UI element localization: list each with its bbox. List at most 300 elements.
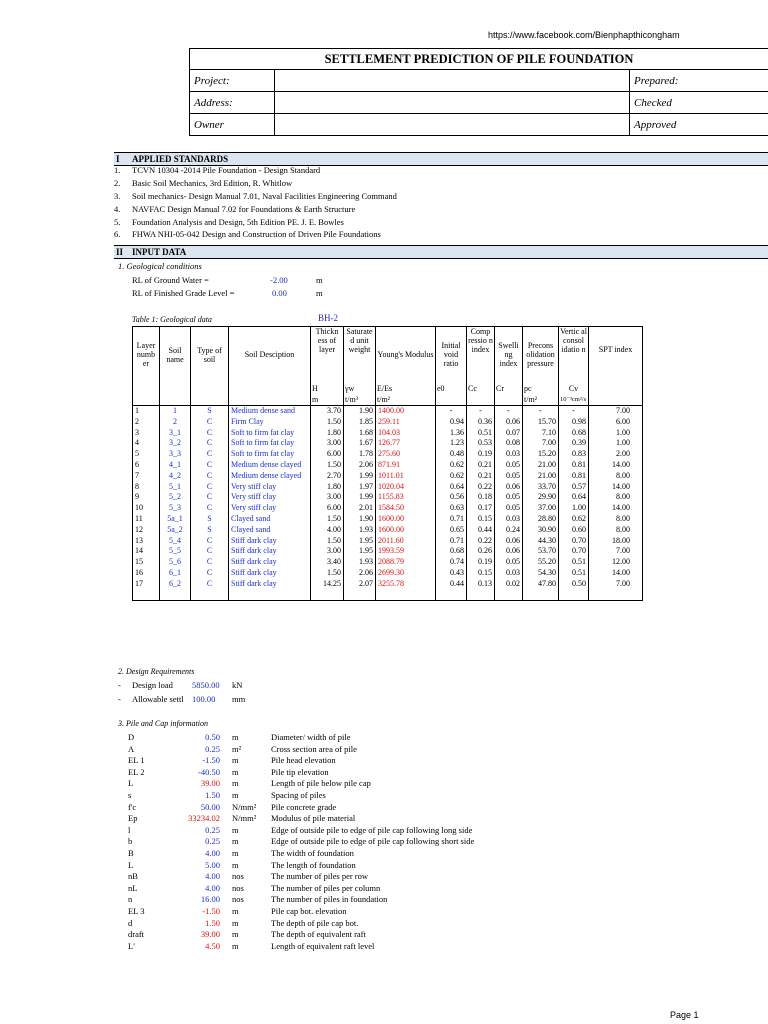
table-cell: Soft to firm fat clay bbox=[229, 428, 311, 439]
table-cell: 0.05 bbox=[495, 460, 523, 471]
table-cell: 275.60 bbox=[376, 449, 436, 460]
table-cell: 2011.60 bbox=[376, 536, 436, 547]
table-cell: 0.71 bbox=[436, 536, 467, 547]
table-row bbox=[133, 460, 643, 471]
table-cell: 0.13 bbox=[467, 579, 495, 600]
finished-grade-label: RL of Finished Grade Level = bbox=[132, 288, 235, 298]
param-unit: m bbox=[232, 766, 239, 777]
table-cell: 0.21 bbox=[467, 471, 495, 482]
table-cell: C bbox=[191, 460, 229, 471]
table-cell: Medium dense clayed bbox=[229, 460, 311, 471]
table-cell: 14.00 bbox=[589, 568, 643, 579]
col-header: Thickn ess of layer bbox=[311, 327, 344, 383]
unit-cell: t/m³ bbox=[344, 395, 376, 406]
col-header: Precons olidation pressure bbox=[523, 327, 559, 383]
table-cell: 8 bbox=[133, 482, 160, 493]
table-cell: 0.60 bbox=[559, 525, 589, 536]
table-cell: C bbox=[191, 438, 229, 449]
section-input-data bbox=[114, 245, 768, 259]
col-header: Soil name bbox=[160, 327, 191, 383]
unit-cell: t/m² bbox=[523, 395, 559, 406]
table-cell: 0.68 bbox=[436, 546, 467, 557]
param-value[interactable]: 4.00 bbox=[205, 871, 220, 882]
param-symbol: nB bbox=[128, 871, 138, 882]
param-symbol: L bbox=[128, 859, 134, 870]
param-value[interactable]: 0.25 bbox=[205, 743, 220, 754]
param-symbol: n bbox=[128, 894, 133, 905]
param-value[interactable]: -1.50 bbox=[202, 906, 220, 916]
table-cell: 11 bbox=[133, 514, 160, 525]
param-symbol: b bbox=[128, 836, 133, 847]
design-load-value[interactable]: 5850.00 bbox=[192, 680, 220, 690]
table-cell: 0.68 bbox=[559, 428, 589, 439]
table-cell: 871.91 bbox=[376, 460, 436, 471]
table-cell: 28.80 bbox=[523, 514, 559, 525]
table-cell: 0.74 bbox=[436, 557, 467, 568]
table-cell: 14.00 bbox=[589, 503, 643, 514]
table-cell: 3 bbox=[133, 428, 160, 439]
section-title: APPLIED STANDARDS bbox=[132, 154, 229, 164]
table-cell: 2.07 bbox=[344, 579, 376, 600]
table-cell: 3_1 bbox=[160, 428, 191, 439]
symbol-cell bbox=[160, 383, 191, 395]
table-cell: 2.01 bbox=[344, 503, 376, 514]
param-value[interactable]: 0.50 bbox=[205, 732, 220, 742]
table-cell: 1.99 bbox=[344, 471, 376, 482]
param-symbol: d bbox=[128, 917, 133, 928]
list-item bbox=[128, 802, 648, 813]
param-description: Modulus of pile material bbox=[271, 813, 356, 824]
param-value[interactable]: 0.25 bbox=[205, 836, 220, 847]
table-cell: 1.80 bbox=[311, 428, 344, 439]
col-header: Soil Desciption bbox=[229, 327, 311, 383]
bullet: - bbox=[118, 694, 121, 704]
table-cell: 3_2 bbox=[160, 438, 191, 449]
param-value[interactable]: 0.25 bbox=[205, 824, 220, 835]
table-cell: 0.06 bbox=[495, 417, 523, 428]
table-cell: 0.51 bbox=[467, 428, 495, 439]
allowable-settl-label: Allowable settl bbox=[132, 694, 184, 704]
table-cell: 0.03 bbox=[495, 514, 523, 525]
param-unit: nos bbox=[232, 871, 244, 882]
table-cell: Stiff dark clay bbox=[229, 536, 311, 547]
design-load-label: Design load bbox=[132, 680, 173, 690]
param-symbol: L bbox=[128, 778, 134, 789]
table-cell: 8.00 bbox=[589, 471, 643, 482]
table-cell: 1.95 bbox=[344, 546, 376, 557]
table-cell: 0.19 bbox=[467, 557, 495, 568]
table-cell: 2088.79 bbox=[376, 557, 436, 568]
geological-table-body bbox=[133, 406, 643, 601]
finished-grade-value[interactable]: 0.00 bbox=[272, 288, 287, 298]
param-unit: m bbox=[232, 940, 239, 951]
list-item bbox=[128, 871, 648, 882]
unit-cell bbox=[467, 395, 495, 406]
pile-heading: 3. Pile and Cap information bbox=[118, 719, 208, 728]
table-cell: 1.99 bbox=[344, 492, 376, 503]
param-unit: N/mm² bbox=[232, 801, 257, 812]
param-symbol: L' bbox=[128, 940, 135, 951]
table-cell: 0.15 bbox=[467, 568, 495, 579]
table-cell: 0.08 bbox=[495, 438, 523, 449]
table-cell: 1.95 bbox=[344, 536, 376, 547]
approved-label: Approved bbox=[630, 114, 768, 136]
table-cell: C bbox=[191, 503, 229, 514]
table-cell: 55.20 bbox=[523, 557, 559, 568]
address-label: Address: bbox=[190, 92, 275, 114]
table-cell: 3255.78 bbox=[376, 579, 436, 600]
pile-cap-list bbox=[128, 732, 648, 962]
unit-cell bbox=[160, 395, 191, 406]
table-cell: 5 bbox=[133, 449, 160, 460]
table-cell: 0.98 bbox=[559, 417, 589, 428]
table-cell: 0.51 bbox=[559, 557, 589, 568]
table-cell: 0.81 bbox=[559, 460, 589, 471]
list-item bbox=[128, 790, 648, 801]
table-cell: C bbox=[191, 568, 229, 579]
param-description: Cross section area of pile bbox=[271, 743, 357, 754]
table-cell: 4.00 bbox=[311, 525, 344, 536]
table-cell: 259.11 bbox=[376, 417, 436, 428]
table-cell: C bbox=[191, 449, 229, 460]
param-description: Spacing of piles bbox=[271, 790, 326, 800]
list-item bbox=[128, 755, 648, 766]
param-description: Pile cap bot. elevation bbox=[271, 906, 347, 916]
symbol-cell bbox=[229, 383, 311, 395]
table-cell: 1993.59 bbox=[376, 546, 436, 557]
table-cell: 2 bbox=[133, 417, 160, 428]
param-value[interactable]: 4.00 bbox=[205, 848, 220, 858]
table-cell: 7.00 bbox=[589, 579, 643, 600]
list-item bbox=[128, 848, 648, 859]
owner-field[interactable] bbox=[275, 114, 630, 136]
table-cell: 8.00 bbox=[589, 514, 643, 525]
table-cell: 2.00 bbox=[589, 449, 643, 460]
param-unit: m bbox=[232, 755, 239, 766]
table-cell: 1600.00 bbox=[376, 514, 436, 525]
table-cell: 3.00 bbox=[311, 546, 344, 557]
checked-label: Checked bbox=[630, 92, 768, 114]
table-cell: 4_1 bbox=[160, 460, 191, 471]
col-header: Type of soil bbox=[191, 327, 229, 383]
table-cell: 14 bbox=[133, 546, 160, 557]
table-row bbox=[133, 471, 643, 482]
param-description: Pile tip elevation bbox=[271, 766, 329, 777]
section-number: I bbox=[116, 154, 120, 164]
source-url[interactable]: https://www.facebook.com/Bienphapthicongham bbox=[488, 30, 680, 40]
table-cell: C bbox=[191, 546, 229, 557]
table-cell: 0.62 bbox=[436, 471, 467, 482]
table-cell: Medium dense sand bbox=[229, 406, 311, 417]
table-row bbox=[133, 536, 643, 547]
symbol-cell: Cr bbox=[495, 383, 523, 395]
ground-water-label: RL of Ground Water = bbox=[132, 275, 209, 285]
param-description: The depth of equivalent raft bbox=[271, 929, 366, 940]
table-cell: 18.00 bbox=[589, 536, 643, 547]
table-row bbox=[133, 503, 643, 514]
table-cell: 7.00 bbox=[589, 546, 643, 557]
table-cell: 14.25 bbox=[311, 579, 344, 600]
list-item bbox=[128, 929, 648, 940]
param-symbol: l bbox=[128, 824, 131, 835]
list-item bbox=[128, 941, 648, 952]
table-cell: 4_2 bbox=[160, 471, 191, 482]
param-value[interactable]: 1.50 bbox=[205, 790, 220, 800]
table-cell: Stiff dark clay bbox=[229, 557, 311, 568]
table-cell: 0.05 bbox=[495, 557, 523, 568]
table-cell: Soft to firm fat clay bbox=[229, 438, 311, 449]
standards-list: 1. TCVN 10304 -2014 Pile Foundation - Design Standard 2. Basic Soil Mechanics, 3rd Edition, R. Whitlow 3. Soil mechanics- Design Manual 7.01, Naval Facilities Engineering Command 4. NAVFAC Design Manual 7.02 for Foundations & Earth Structure 5. Foundation Analysis and Design, 5th Edition PE. J. E. Bowles 6. FHWA NHI-05-042 Design and Construction of Driven Pile Foundations bbox=[114, 165, 397, 239]
table-cell: 0.70 bbox=[559, 536, 589, 547]
allowable-settl-value[interactable]: 100.00 bbox=[192, 694, 216, 704]
table-row bbox=[133, 449, 643, 460]
table-cell: 33.70 bbox=[523, 482, 559, 493]
table-cell: - bbox=[559, 406, 589, 417]
table-row bbox=[133, 525, 643, 536]
table-cell: 29.90 bbox=[523, 492, 559, 503]
col-header: Saturate d unit weight bbox=[344, 327, 376, 383]
table-row bbox=[133, 417, 643, 428]
col-header: Vertic al consol idatio n bbox=[559, 327, 589, 383]
col-header: Layer numb er bbox=[133, 327, 160, 383]
table-cell: 1.36 bbox=[436, 428, 467, 439]
param-unit: m bbox=[232, 929, 239, 940]
list-item bbox=[128, 906, 648, 917]
table-cell: 1.68 bbox=[344, 428, 376, 439]
table-cell: 1.85 bbox=[344, 417, 376, 428]
table-cell: Soft to firm fat clay bbox=[229, 449, 311, 460]
table-cell: 1.00 bbox=[589, 428, 643, 439]
param-unit: m bbox=[232, 859, 239, 870]
symbol-cell: E/Es bbox=[376, 383, 436, 395]
param-value[interactable]: 33234.02 bbox=[188, 813, 220, 824]
table-cell: Very stiff clay bbox=[229, 492, 311, 503]
param-description: Length of pile below pile cap bbox=[271, 778, 371, 789]
table-cell: 0.70 bbox=[559, 546, 589, 557]
table-cell: 0.62 bbox=[436, 460, 467, 471]
table-cell: 15 bbox=[133, 557, 160, 568]
table-cell: 1.80 bbox=[311, 482, 344, 493]
table-cell: 5_3 bbox=[160, 503, 191, 514]
list-item bbox=[128, 894, 648, 905]
allowable-settl-unit: mm bbox=[232, 694, 246, 704]
table-cell: 5_1 bbox=[160, 482, 191, 493]
table-cell: C bbox=[191, 471, 229, 482]
table-cell: Clayed sand bbox=[229, 525, 311, 536]
table-cell: 0.71 bbox=[436, 514, 467, 525]
owner-label: Owner bbox=[190, 114, 275, 136]
table-cell: 1.50 bbox=[311, 514, 344, 525]
symbol-cell bbox=[133, 383, 160, 395]
table-row bbox=[133, 568, 643, 579]
table-cell: 0.39 bbox=[559, 438, 589, 449]
table-cell: 0.07 bbox=[495, 428, 523, 439]
list-item bbox=[128, 744, 648, 755]
table-cell: 15.20 bbox=[523, 449, 559, 460]
table-cell: Stiff dark clay bbox=[229, 568, 311, 579]
param-value[interactable]: 5.00 bbox=[205, 859, 220, 870]
table-cell: 16 bbox=[133, 568, 160, 579]
table-cell: 1.93 bbox=[344, 525, 376, 536]
param-value[interactable]: -40.50 bbox=[198, 766, 220, 777]
symbol-cell bbox=[191, 383, 229, 395]
table-cell: Stiff dark clay bbox=[229, 546, 311, 557]
table-cell: S bbox=[191, 406, 229, 417]
table-caption: Table 1: Geological data bbox=[132, 315, 212, 324]
table-cell: 37.00 bbox=[523, 503, 559, 514]
param-symbol: Ep bbox=[128, 813, 138, 824]
table-cell: 10 bbox=[133, 503, 160, 514]
param-description: Pile concrete grade bbox=[271, 801, 337, 812]
design-heading: 2. Design Requirements bbox=[118, 667, 195, 676]
table-cell: 1.50 bbox=[311, 536, 344, 547]
table-cell: C bbox=[191, 492, 229, 503]
symbol-cell bbox=[589, 383, 643, 395]
project-field[interactable] bbox=[275, 70, 630, 92]
geological-table bbox=[132, 326, 643, 601]
table-cell: 5a_1 bbox=[160, 514, 191, 525]
table-cell: 0.36 bbox=[467, 417, 495, 428]
table-row bbox=[133, 406, 643, 417]
list-item bbox=[128, 767, 648, 778]
param-value[interactable]: 16.00 bbox=[200, 894, 220, 905]
table-cell: 104.03 bbox=[376, 428, 436, 439]
table-cell: 1.00 bbox=[559, 503, 589, 514]
symbol-cell: Cc bbox=[467, 383, 495, 395]
table-row bbox=[133, 482, 643, 493]
param-value[interactable]: 4.50 bbox=[205, 940, 220, 951]
param-description: The width of foundation bbox=[271, 848, 354, 858]
design-load-unit: kN bbox=[232, 680, 243, 690]
table-cell: 1 bbox=[160, 406, 191, 417]
table-cell: 6_2 bbox=[160, 579, 191, 600]
symbol-cell: Cv bbox=[559, 383, 589, 395]
symbol-cell: H bbox=[311, 383, 344, 395]
table-cell: 15.70 bbox=[523, 417, 559, 428]
table-cell: C bbox=[191, 557, 229, 568]
param-description: The number of piles per column bbox=[271, 882, 381, 893]
table-cell: 1155.83 bbox=[376, 492, 436, 503]
table-cell: 14.00 bbox=[589, 482, 643, 493]
table-cell: C bbox=[191, 482, 229, 493]
unit-cell bbox=[191, 395, 229, 406]
param-unit: m bbox=[232, 836, 239, 847]
table-cell: 1.67 bbox=[344, 438, 376, 449]
table-cell: 8.00 bbox=[589, 525, 643, 536]
param-value[interactable]: 50.00 bbox=[200, 801, 220, 812]
table-cell: Clayed sand bbox=[229, 514, 311, 525]
table-cell: 0.22 bbox=[467, 482, 495, 493]
ground-water-value[interactable]: -2.00 bbox=[270, 275, 288, 285]
table-cell: 0.56 bbox=[436, 492, 467, 503]
param-description: Diameter/ width of pile bbox=[271, 732, 351, 742]
table-cell: 0.24 bbox=[495, 525, 523, 536]
table-cell: 0.15 bbox=[467, 514, 495, 525]
param-value[interactable]: 39.00 bbox=[200, 929, 220, 940]
table-cell: 0.06 bbox=[495, 546, 523, 557]
table-cell: 1.78 bbox=[344, 449, 376, 460]
table-cell: 2 bbox=[160, 417, 191, 428]
table-cell: S bbox=[191, 525, 229, 536]
borehole-label: BH-2 bbox=[318, 313, 338, 323]
table-cell: 47.80 bbox=[523, 579, 559, 600]
list-item bbox=[128, 883, 648, 894]
unit-cell bbox=[436, 395, 467, 406]
param-description: Edge of outside pile to edge of pile cap following long side bbox=[271, 824, 473, 835]
table-cell: 2.06 bbox=[344, 460, 376, 471]
table-cell: 0.03 bbox=[495, 449, 523, 460]
table-cell: 0.53 bbox=[467, 438, 495, 449]
table-cell: 0.03 bbox=[495, 568, 523, 579]
table-cell: 14.00 bbox=[589, 460, 643, 471]
list-item bbox=[128, 778, 648, 789]
table-cell: 0.21 bbox=[467, 460, 495, 471]
table-cell: 1.93 bbox=[344, 557, 376, 568]
param-description: Edge of outside pile to edge of pile cap following short side bbox=[271, 836, 475, 847]
unit-cell bbox=[495, 395, 523, 406]
table-cell: 0.64 bbox=[559, 492, 589, 503]
table-cell: 12.00 bbox=[589, 557, 643, 568]
param-value[interactable]: 39.00 bbox=[200, 778, 220, 789]
table-cell: 5_6 bbox=[160, 557, 191, 568]
table-cell: 0.18 bbox=[467, 492, 495, 503]
table-cell: 1600.00 bbox=[376, 525, 436, 536]
param-value[interactable]: -1.50 bbox=[202, 755, 220, 766]
param-symbol: nL bbox=[128, 882, 138, 893]
table-cell: 1.90 bbox=[344, 406, 376, 417]
table-cell: 0.05 bbox=[495, 471, 523, 482]
table-row bbox=[133, 557, 643, 568]
param-unit: m bbox=[232, 848, 239, 858]
table-cell: 6 bbox=[133, 460, 160, 471]
table-cell: 0.44 bbox=[467, 525, 495, 536]
param-value[interactable]: 4.00 bbox=[205, 882, 220, 893]
param-value[interactable]: 1.50 bbox=[205, 917, 220, 928]
bullet: - bbox=[118, 680, 121, 690]
table-cell: 7.00 bbox=[523, 438, 559, 449]
table-cell: 0.44 bbox=[436, 579, 467, 600]
list-item bbox=[128, 813, 648, 824]
table-cell: 1011.01 bbox=[376, 471, 436, 482]
table-cell: 1400.00 bbox=[376, 406, 436, 417]
table-cell: 12 bbox=[133, 525, 160, 536]
table-cell: 0.94 bbox=[436, 417, 467, 428]
symbol-cell: e0 bbox=[436, 383, 467, 395]
prepared-label: Prepared: bbox=[630, 70, 768, 92]
table-row bbox=[133, 438, 643, 449]
page-title: SETTLEMENT PREDICTION OF PILE FOUNDATION bbox=[190, 49, 768, 70]
col-header: Initial void ratio bbox=[436, 327, 467, 383]
table-cell: 0.81 bbox=[559, 471, 589, 482]
table-cell: 7 bbox=[133, 471, 160, 482]
param-symbol: s bbox=[128, 790, 132, 800]
param-description: Pile head elevation bbox=[271, 755, 336, 766]
table-cell: 1.90 bbox=[344, 514, 376, 525]
table-cell: Medium dense clayed bbox=[229, 471, 311, 482]
table-cell: 0.05 bbox=[495, 492, 523, 503]
table-cell: - bbox=[523, 406, 559, 417]
address-field[interactable] bbox=[275, 92, 630, 114]
table-cell: 1.50 bbox=[311, 417, 344, 428]
project-label: Project: bbox=[190, 70, 275, 92]
param-description: The depth of pile cap bot. bbox=[271, 917, 359, 928]
table-cell: 13 bbox=[133, 536, 160, 547]
table-cell: 7.10 bbox=[523, 428, 559, 439]
symbol-cell: pc bbox=[523, 383, 559, 395]
param-unit: nos bbox=[232, 882, 244, 893]
section-title: INPUT DATA bbox=[132, 247, 187, 257]
table-cell: 5_4 bbox=[160, 536, 191, 547]
